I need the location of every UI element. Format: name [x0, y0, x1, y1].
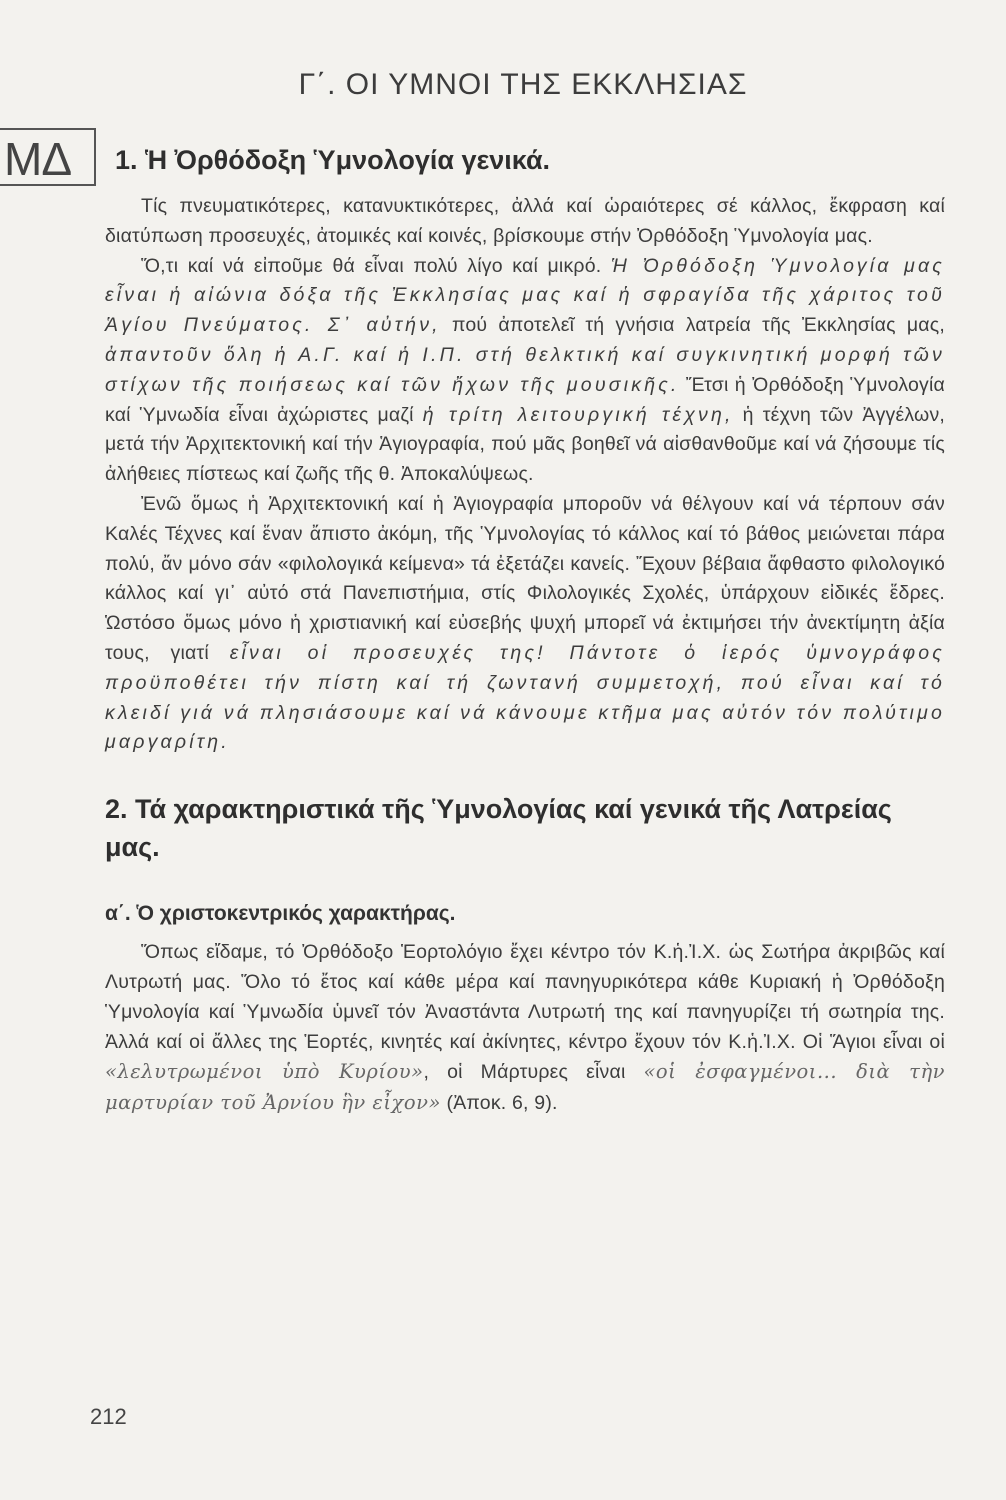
para3-spaced-b: εἶναι οἱ προσευχές της! Πάντοτε ὁ ἱερός ὑμνογράφος προϋποθέτει τήν πίστη καί τή ζωντανή συμμετοχή, πού εἶναι καί τό κλειδί γιά νά πλησιάσουμε καί νά κάνουμε κτῆμα μας αὐτόν τόν πολύτιμο μαργαρίτη. — [105, 641, 945, 754]
para2-text-a: Ὅ,τι καί νά εἰποῦμε θά εἶναι πολύ λίγο καί μικρό. — [141, 254, 611, 277]
para2-text-e: Ἔτσι ἡ Ὀρθόδοξη Ὑμνολογία καί Ὑμνωδία εἶναι ἀχώριστες μαζί — [105, 373, 945, 426]
margin-marker: ΜΔ — [0, 128, 96, 186]
section-2-heading: 2. Τά χαρακτηριστικά τῆς Ὑμνολογίας καί γενικά τῆς Λατρείας μας. — [105, 794, 892, 863]
section-1-paragraph-2 — [105, 252, 945, 490]
para2-text-c: πού ἀποτελεῖ τή γνήσια λατρεία τῆς Ἐκκλησίας μας, — [440, 314, 945, 337]
section-1-heading: 1. Ἡ Ὀρθόδοξη Ὑμνολογία γενικά. — [115, 145, 551, 175]
section-2-paragraph-1 — [105, 938, 945, 1119]
s2-text-c: (Ἀποκ. 6, 9). — [440, 1092, 558, 1115]
chapter-title: Γ΄. ΟΙ ΥΜΝΟΙ ΤΗΣ ΕΚΚΛΗΣΙΑΣ — [298, 68, 748, 101]
para3-text-a: Ἐνῶ ὅμως ἡ Ἀρχιτεκτονική καί ἡ Ἁγιογραφία μποροῦν νά θέλγουν καί νά τέρπουν σάν Καλές Τέχνες καί ἕναν ἄπιστο ἀκόμη, τῆς Ὑμνολογίας τό κάλλος καί τό βάθος μειώνεται πάρα πολύ, ἄν μόνο σάν «φιλολογικά κείμενα» τά ἐξετάζει κανείς. Ἔχουν βέβαια ἄφθαστο φιλολογικό κάλλος καί γι᾽ αὐτό στά Πανεπιστήμια, στίς Φιλολογικές Σχολές, ὑπάρχουν εἰδικές ἕδρες. Ὡστόσο ὅμως μόνο ἡ χριστιανική καί εὐσεβής ψυχή μπορεῖ νά ἐκτιμήσει τήν ἀνεκτίμητη ἀξία τους, γιατί — [105, 492, 945, 664]
s2-text-b: , οἱ Μάρτυρες εἶναι — [423, 1061, 644, 1084]
para2-spaced-b: Ἡ Ὀρθόδοξη Ὑμνολογία μας εἶναι ἡ αἰώνια δόξα τῆς Ἐκκλησίας μας καί ἡ σφραγίδα τῆς χάριτος τοῦ Ἁγίου Πνεύματος. Σ᾽ αὐτήν, — [105, 254, 945, 337]
s2-quote-1: «λελυτρωμένοι ὑπὸ Κυρίου» — [105, 1060, 424, 1084]
section-1-paragraph-3 — [105, 490, 945, 758]
para2-spaced-d: ἀπαντοῦν ὅλη ἡ Α.Γ. καί ἡ Ι.Π. στή θελκτική καί συγκινητική μορφή τῶν στίχων τῆς ποιήσεως καί τῶν ἤχων τῆς μουσικῆς. — [105, 343, 945, 396]
page-number: 212 — [90, 1404, 127, 1429]
section-1-paragraph-1: Τίς πνευματικότερες, κατανυκτικότερες, ἀλλά καί ὡραιότερες σέ κάλλος, ἔκφραση καί διατύπωση προσευχές, ἀτομικές καί κοινές, βρίσκουμε στήν Ὀρθόδοξη Ὑμνολογία μας. — [105, 195, 945, 247]
para2-spaced-f: ἡ τρίτη λειτουργική τέχνη, — [422, 403, 734, 426]
section-2-subheading: α΄. Ὁ χριστοκεντρικός χαρακτήρας. — [105, 902, 456, 926]
s2-quote-2: «οἱ ἐσφαγμένοι... διὰ τὴν μαρτυρίαν τοῦ Ἀρνίου ἣν εἶχον» — [105, 1060, 945, 1115]
page-content — [105, 140, 945, 1119]
para2-text-g: ἡ τέχνη τῶν Ἀγγέλων, μετά τήν Ἀρχιτεκτονική καί τήν Ἁγιογραφία, πού μᾶς βοηθεῖ νά αἰσθανθοῦμε καί νά ζήσουμε τίς ἀλήθειες πίστεως καί ζωῆς τῆς θ. Ἀποκαλύψεως. — [105, 403, 946, 486]
s2-text-a: Ὅπως εἴδαμε, τό Ὀρθόδοξο Ἑορτολόγιο ἔχει κέντρο τόν Κ.ἡ.Ἰ.Χ. ὡς Σωτήρα ἀκριβῶς καί Λυτρωτή μας. Ὅλο τό ἔτος καί κάθε μέρα καί πανηγυρικότερα κάθε Κυριακή ἡ Ὀρθόδοξη Ὑμνολογία καί Ὑμνωδία ὑμνεῖ τόν Ἀναστάντα Λυτρωτή της καί πανηγυρίζει τή σωτηρία της. Ἀλλά καί οἱ ἄλλες της Ἑορτές, κινητές καί ἀκίνητες, κέντρο ἔχουν τόν Κ.ἡ.Ἰ.Χ. Οἱ Ἅγιοι εἶναι οἱ — [105, 941, 945, 1053]
